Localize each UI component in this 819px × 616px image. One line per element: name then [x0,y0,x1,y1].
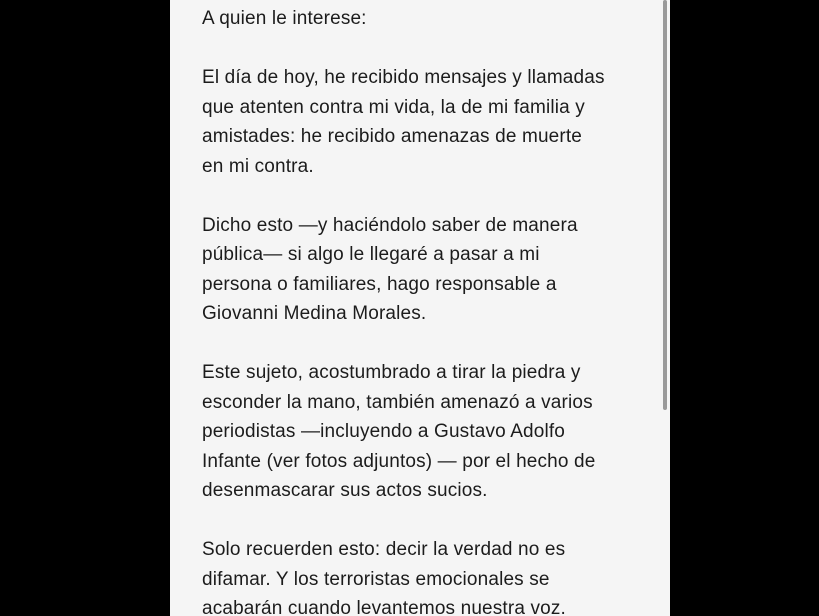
paragraph-line: Giovanni Medina Morales. [202,303,427,324]
document-page [170,0,670,616]
paragraph-line: difamar. Y los terroristas emocionales se [202,568,550,590]
paragraph-line: El día de hoy, he recibido mensajes y llamadas [202,67,605,88]
paragraph-line: pública— si algo le llegaré a pasar a mi [202,244,540,265]
paragraph-line: desenmascarar sus actos sucios. [202,480,488,501]
paragraph-line: periodistas —incluyendo a Gustavo Adolfo [202,421,565,442]
paragraph-1 [202,63,650,181]
paragraph-line: Solo recuerden esto: decir la verdad no es [202,539,566,560]
paragraph-line: Infante (ver fotos adjuntos) — por el hecho de [202,450,596,472]
greeting [202,4,650,34]
paragraph-line: Dicho esto —y haciéndolo saber de manera [202,214,578,236]
vertical-scrollbar[interactable] [663,0,667,410]
paragraph-line: esconder la mano, también amenazó a varios [202,391,593,413]
paragraph-3 [202,358,650,506]
paragraph-line: que atenten contra mi vida, la de mi familia y [202,96,585,118]
paragraph-line: persona o familiares, hago responsable a [202,273,557,295]
paragraph-4 [202,535,650,616]
paragraph-line: acabarán cuando levantemos nuestra voz. [202,598,566,616]
paragraph-line: amistades: he recibido amenazas de muerte [202,126,583,147]
paragraph-line: Este sujeto, acostumbrado a tirar la piedra y [202,362,581,383]
document-body [202,4,650,616]
paragraph-line: en mi contra. [202,155,314,177]
paragraph-2 [202,211,650,329]
greeting-line: A quien le interese: [202,8,367,29]
